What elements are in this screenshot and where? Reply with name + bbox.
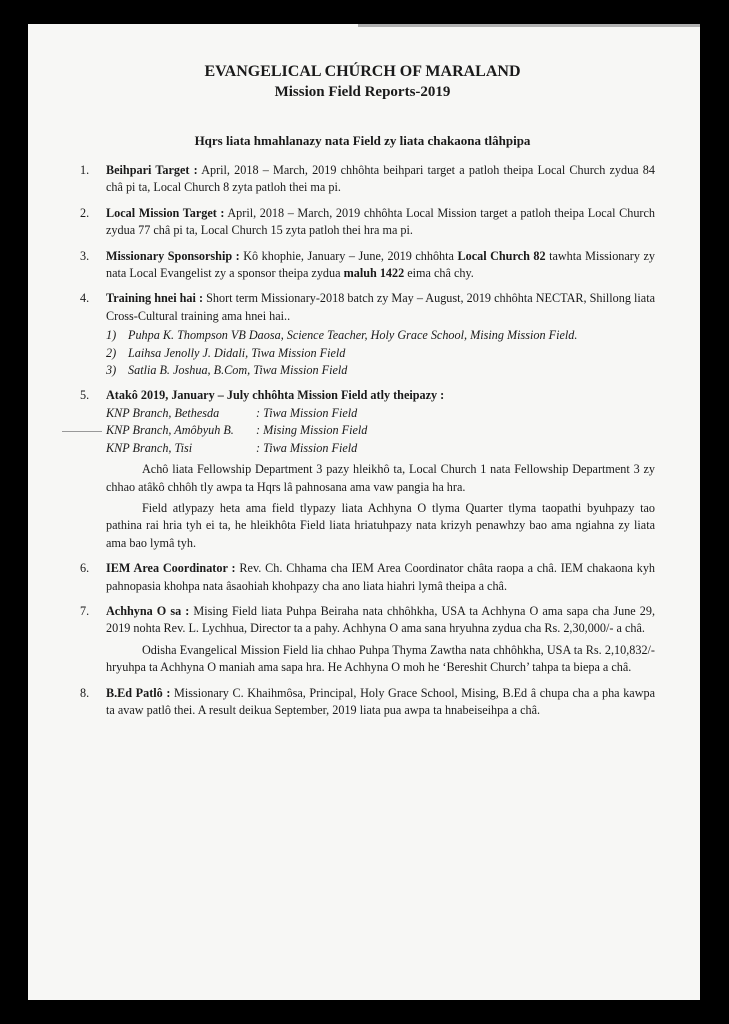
list-item — [106, 345, 655, 362]
item-label: B.Ed Patlô : — [106, 685, 171, 700]
item-text: April, 2018 – March, 2019 chhôhta Local Mission target a patloh theipa Local Church zydua 77 châ pi ta, Local Church 15 zyta patloh thei hra ma pi. — [106, 205, 655, 238]
list-item-text: Puhpa K. Thompson VB Daosa, Science Teacher, Holy Grace School, Mising Mission Field. — [128, 328, 578, 343]
branch-name: KNP Branch, Amôbyuh B. — [106, 423, 234, 438]
item-number: 8. — [80, 685, 90, 700]
branch-field: : Mising Mission Field — [256, 423, 368, 438]
item-label: IEM Area Coordinator : — [106, 561, 236, 576]
branch-row — [106, 440, 655, 457]
scan-edge-mark — [358, 24, 700, 27]
list-item-text: Laihsa Jenolly J. Didali, Tiwa Mission Field — [128, 345, 346, 360]
report-item-7 — [70, 603, 655, 677]
item-label: Atakô 2019, January – July chhôhta Mission Field atly theipazy : — [106, 388, 445, 403]
item-label: Missionary Sponsorship : — [106, 248, 240, 263]
item-text: Missionary C. Khaihmôsa, Principal, Holy Grace School, Mising, B.Ed â chupa cha a pha kawpa ta avaw patlô thei. A result deikua September, 2019 liata pua awpa ta hnabeiseihpa a châ. — [106, 685, 656, 717]
branch-field: : Tiwa Mission Field — [256, 440, 358, 455]
item-label: Beihpari Target : — [106, 163, 198, 177]
item-text-bold: Local Church 82 — [457, 248, 546, 263]
paragraph: Achô liata Fellowship Department 3 pazy hleikhô ta, Local Church 1 nata Fellowship Department 3 zy chhao atâkô chhôh tly awpa ta Hqrs lâ pahnosana ama vaw pangia ha hra. — [106, 462, 655, 494]
item-label: Achhyna O sa : — [106, 603, 190, 618]
item-label: Training hnei hai : — [106, 291, 204, 306]
item-text: Rev. Ch. Chhama cha IEM Area Coordinator châta raopa a châ. IEM chakaona kyh pahnopasia khohpa nata âsaohiah khohpazy cha ano liata hiahri lymâ theipa a châ. — [106, 561, 656, 593]
item-number: 3. — [80, 248, 90, 263]
branch-row — [106, 405, 655, 422]
paragraph: Odisha Evangelical Mission Field lia chhao Puhpa Thyma Zawtha nata chhôhkha, USA ta Rs. 2,10,832/- hryuhpa ta Achhyna O maniah ama sapa hra. He Achhyna O moh he ‘Bereshit Church’ tahpa ta biepa a châ. — [106, 642, 655, 675]
document-subtitle: Mission Field Reports-2019 — [274, 84, 451, 100]
report-item-5 — [70, 387, 655, 552]
item-number: 1. — [80, 163, 90, 177]
document-title: EVANGELICAL CHÚRCH OF MARALAND — [204, 63, 521, 80]
branch-name: KNP Branch, Bethesda — [106, 405, 220, 420]
document-content — [70, 62, 655, 727]
item-text-bold: maluh 1422 — [343, 266, 405, 281]
item-text: Short term Missionary-2018 batch zy May – August, 2019 chhôhta NECTAR, Shillong liata Cross-Cultural training ama hnei hai.. — [106, 291, 655, 323]
item-number: 6. — [80, 561, 90, 576]
margin-mark — [62, 431, 102, 432]
report-item-6 — [70, 560, 655, 595]
item-text: April, 2018 – March, 2019 chhôhta beihpari target a patloh theipa Local Church zydua 84 châ pi ta, Local Church 8 zyta patloh thei ma pi. — [106, 163, 655, 195]
item-label: Local Mission Target : — [106, 205, 225, 220]
item-text: eima châ chy. — [404, 266, 474, 281]
item-number: 5. — [80, 388, 90, 403]
trainee-list — [106, 327, 655, 379]
report-item-2 — [70, 205, 655, 240]
item-number: 7. — [80, 603, 90, 618]
report-item-8 — [70, 685, 655, 720]
list-item-number: 1) — [106, 328, 117, 343]
item-text: Kô khophie, January – June, 2019 chhôhta — [239, 248, 458, 263]
item-text: tawhta Missionary zy nata Local Evangelist zy a sponsor theipa zydua — [106, 248, 655, 281]
list-item — [106, 362, 655, 379]
paragraph: Field atlypazy heta ama field tlypazy liata Achhyna O tlyma Quarter tlyma taopathi byuhpazy tao pathina rai hria tyh ei ta, he hleikhôta Field liata hriatuhpazy nata krizyh penawhzy bao ama ngiahna zy liata ama bao lymâ tyh. — [106, 500, 655, 550]
list-item-text: Satlia B. Joshua, B.Com, Tiwa Mission Field — [128, 363, 348, 378]
branch-table — [106, 405, 655, 457]
branch-row — [106, 422, 655, 439]
list-item — [106, 327, 655, 344]
document-page — [28, 24, 700, 1000]
section-heading: Hqrs liata hmahlanazy nata Field zy liata chakaona tlâhpipa — [194, 133, 531, 148]
report-item-1 — [70, 162, 655, 197]
report-item-4 — [70, 290, 655, 379]
report-item-3 — [70, 248, 655, 283]
list-item-number: 2) — [106, 345, 117, 360]
item-number: 4. — [80, 291, 90, 306]
item-number: 2. — [80, 205, 90, 220]
list-item-number: 3) — [106, 363, 117, 378]
item-text: Mising Field liata Puhpa Beiraha nata chhôhkha, USA ta Achhyna O ama sapa cha June 29, 2019 nohta Rev. L. Lychhua, Director ta a pahy. Achhyna O ama sana hryuhna zydua cha Rs. 2,30,000/- a châ. — [106, 603, 655, 636]
branch-name: KNP Branch, Tisi — [106, 440, 193, 455]
branch-field: : Tiwa Mission Field — [256, 405, 358, 420]
